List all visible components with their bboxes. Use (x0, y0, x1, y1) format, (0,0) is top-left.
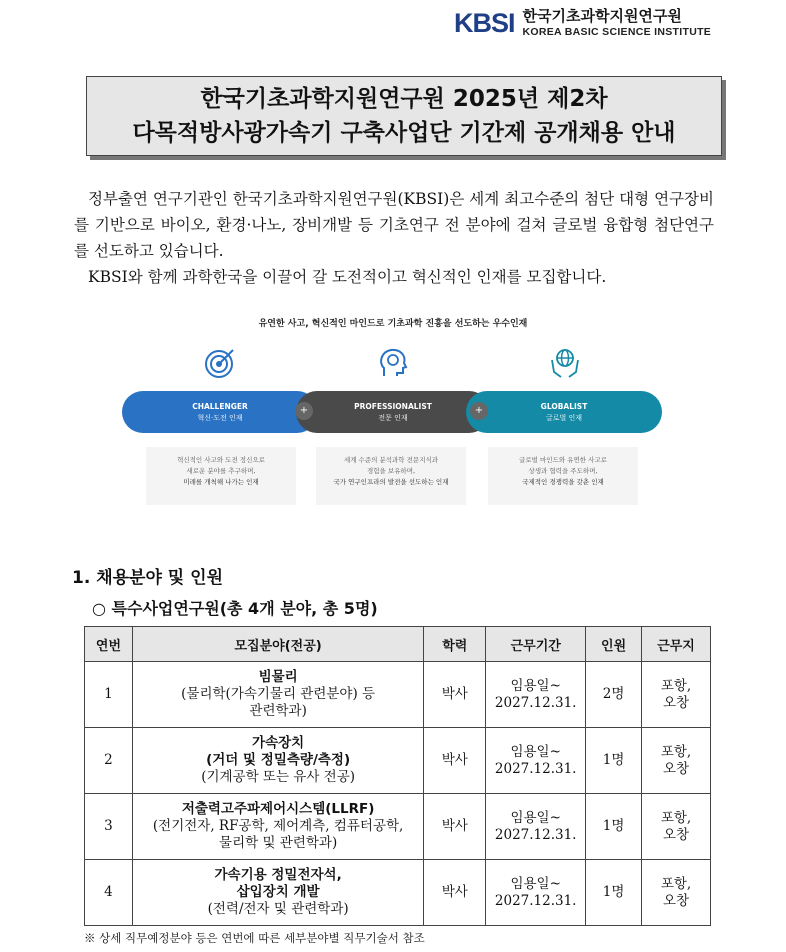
professionalist-description (316, 447, 466, 505)
headcount-cell: 1명 (586, 860, 642, 926)
professionalist-pill (296, 391, 490, 433)
education-cell: 박사 (424, 794, 486, 860)
globalist-pill (466, 391, 662, 433)
title-line-2: 다목적방사광가속기 구축사업단 기간제 공개채용 안내 (132, 120, 676, 146)
desc-line: 미래를 개척해 나가는 인재 (183, 478, 259, 486)
field-title: 빔물리 (258, 669, 298, 685)
footnote: ※ 상세 직무예정분야 등은 연번에 따른 세부분야별 직무기술서 참조 (84, 931, 425, 945)
period-cell (486, 662, 586, 728)
location-line: 오창 (662, 826, 690, 843)
page-title (86, 76, 722, 156)
col-header: 근무지 (642, 627, 711, 662)
location-line: 오창 (662, 694, 690, 711)
field-cell (132, 662, 423, 728)
field-major: (물리학(가속기물리 관련분야) 등 (181, 686, 376, 702)
professionalist-title: PROFESSIONALIST (354, 401, 432, 411)
period-start: 임용일~ (510, 875, 561, 892)
row-number: 1 (85, 662, 133, 728)
period-end: 2027.12.31. (494, 694, 577, 711)
field-major: (전력/전자 및 관련학과) (207, 901, 349, 917)
field-title: 저출력고주파제어시스템(LLRF) (181, 801, 375, 817)
col-header: 연번 (85, 627, 133, 662)
challenger-title: CHALLENGER (192, 401, 248, 411)
challenger-subtitle: 혁신·도전 인재 (197, 413, 243, 422)
idea-head-icon (376, 346, 410, 380)
row-number: 4 (85, 860, 133, 926)
period-start: 임용일~ (510, 743, 561, 760)
location-cell (642, 794, 711, 860)
desc-line: 국가 연구인프라의 발전을 선도하는 인재 (333, 478, 449, 486)
globalist-description (488, 447, 638, 505)
period-end: 2027.12.31. (494, 892, 577, 909)
logo-name-ko: 한국기초과학지원연구원 (522, 7, 682, 26)
intro-text (74, 186, 714, 290)
table-row (85, 662, 711, 728)
field-major: (기계공학 또는 유사 전공) (201, 769, 356, 785)
location-cell (642, 662, 711, 728)
col-header: 학력 (424, 627, 486, 662)
desc-line: 글로벌 마인드와 유연한 사고로 (519, 456, 607, 464)
plus-icon: + (470, 402, 488, 420)
headcount-cell: 1명 (586, 794, 642, 860)
desc-line: 세계 수준의 분석과학 전문지식과 (343, 456, 439, 464)
location-line: 포항, (660, 809, 692, 826)
globalist-subtitle: 글로벌 인재 (545, 413, 583, 422)
period-cell (486, 728, 586, 794)
table-header-row (85, 627, 711, 662)
desc-line: 상생과 협력을 주도하며, (528, 467, 598, 475)
col-header: 모집분야(전공) (132, 627, 423, 662)
location-line: 포항, (660, 677, 692, 694)
section-title: 1. 채용분야 및 인원 (72, 568, 223, 588)
period-cell (486, 794, 586, 860)
field-cell (132, 794, 423, 860)
desc-line: 새로운 분야를 추구하며, (186, 467, 256, 475)
target-icon (203, 346, 237, 380)
period-end: 2027.12.31. (494, 760, 577, 777)
intro-paragraph-2: KBSI와 함께 과학한국을 이끌어 갈 도전적이고 혁신적인 인재를 모집합니다. (88, 268, 607, 286)
section-subtitle: ○ 특수사업연구원(총 4개 분야, 총 5명) (92, 599, 378, 618)
period-start: 임용일~ (510, 809, 561, 826)
period-cell (486, 860, 586, 926)
field-title: 가속기용 정밀전자석, (214, 867, 342, 883)
professionalist-subtitle: 전문 인재 (378, 413, 408, 422)
period-start: 임용일~ (510, 677, 561, 694)
row-number: 2 (85, 728, 133, 794)
education-cell: 박사 (424, 728, 486, 794)
education-cell: 박사 (424, 860, 486, 926)
kbsi-logo (454, 8, 711, 39)
location-line: 포항, (660, 743, 692, 760)
field-title: 삽입장치 개발 (236, 884, 320, 900)
vision-heading: 유연한 사고, 혁신적인 마인드로 기초과학 진흥을 선도하는 우수인재 (258, 319, 528, 329)
period-end: 2027.12.31. (494, 826, 577, 843)
headcount-cell: 2명 (586, 662, 642, 728)
col-header: 인원 (586, 627, 642, 662)
education-cell: 박사 (424, 662, 486, 728)
logo-name-en: KOREA BASIC SCIENCE INSTITUTE (522, 26, 712, 39)
location-line: 오창 (662, 760, 690, 777)
desc-line: 경험을 보유하며, (366, 467, 416, 475)
field-title: 가속장치 (252, 735, 305, 751)
globalist-title: GLOBALIST (540, 401, 588, 411)
table-row (85, 728, 711, 794)
intro-paragraph-1: 정부출연 연구기관인 한국기초과학지원연구원(KBSI)은 세계 최고수준의 첨단 대형 연구장비를 기반으로 바이오, 환경·나노, 장비개발 등 기초연구 전 분야에 걸쳐 글로벌 융합형 첨단연구를 선도하고 있습니다. (74, 190, 714, 260)
location-line: 포항, (660, 875, 692, 892)
location-cell (642, 728, 711, 794)
field-cell (132, 860, 423, 926)
table-row (85, 860, 711, 926)
desc-line: 혁신적인 사고와 도전 정신으로 (177, 456, 265, 464)
logo-mark: KBSI (454, 8, 515, 38)
col-header: 근무기간 (486, 627, 586, 662)
field-cell (132, 728, 423, 794)
field-major: 물리학 및 관련학과) (219, 835, 338, 851)
challenger-pill (122, 391, 318, 433)
desc-line: 국제적인 경쟁력을 갖춘 인재 (522, 478, 604, 486)
title-line-1: 한국기초과학지원연구원 2025년 제2차 (200, 86, 608, 112)
location-line: 오창 (662, 892, 690, 909)
headcount-cell: 1명 (586, 728, 642, 794)
globe-hands-icon (548, 346, 582, 380)
location-cell (642, 860, 711, 926)
plus-icon: + (295, 402, 313, 420)
row-number: 3 (85, 794, 133, 860)
challenger-description (146, 447, 296, 505)
table-row (85, 794, 711, 860)
field-major: (전기전자, RF공학, 제어계측, 컴퓨터공학, (152, 818, 404, 834)
recruitment-table (84, 626, 711, 926)
field-major: 관련학과) (249, 703, 307, 719)
field-title: (거더 및 정밀측량/측정) (206, 752, 351, 768)
